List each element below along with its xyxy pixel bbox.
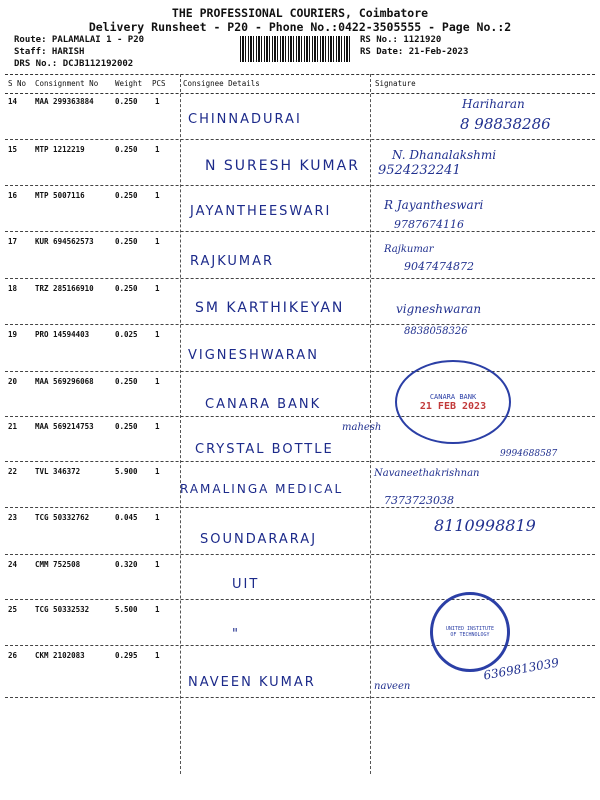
hw-signature: Navaneethakrishnan [374,468,480,479]
weight-value: 0.250 [115,145,138,154]
serial-number: 18 [8,284,18,293]
col-pcs: PCS [152,79,166,88]
pcs-value: 1 [155,605,160,614]
consignment-number: TCG 50332532 [35,605,90,614]
consignment-number: CKM 2102083 [35,651,85,660]
consignment-number: TCG 50332762 [35,513,90,522]
hw-consignee: VIGNESHWARAN [188,348,319,363]
weight-value: 0.250 [115,237,138,246]
hw-consignee: CHINNADURAI [188,112,302,127]
pcs-value: 1 [155,422,160,431]
weight-value: 0.025 [115,330,138,339]
col-sno: S No [8,79,27,88]
pcs-value: 1 [155,651,160,660]
serial-number: 26 [8,651,18,660]
pcs-value: 1 [155,467,160,476]
consignment-number: TRZ 285166910 [35,284,94,293]
consignment-number: MTP 1212219 [35,145,85,154]
hw-consignee: CRYSTAL BOTTLE [195,442,334,457]
hw-consignee: N SURESH KUMAR [205,158,360,174]
hw-consignee: CANARA BANK [205,397,322,412]
pcs-value: 1 [155,513,160,522]
col-weight: Weight [115,79,143,88]
hw-consignee: JAYANTHEESWARI [190,204,332,219]
rs-date: RS Date: 21-Feb-2023 [360,47,469,57]
weight-value: 0.250 [115,97,138,106]
table-row [5,555,595,600]
serial-number: 24 [8,560,18,569]
serial-number: 25 [8,605,18,614]
consignment-number: MAA 569296068 [35,377,94,386]
consignment-number: MAA 569214753 [35,422,94,431]
pcs-value: 1 [155,560,160,569]
hw-phone: 6369813039 [482,655,560,683]
serial-number: 16 [8,191,18,200]
company-title: THE PROFESSIONAL COURIERS, Coimbatore [171,6,429,20]
hw-signature: mahesh [342,422,382,433]
weight-value: 0.250 [115,284,138,293]
table-row [5,232,595,279]
pcs-value: 1 [155,284,160,293]
weight-value: 0.295 [115,651,138,660]
pcs-value: 1 [155,145,160,154]
hw-consignee: UIT [232,577,260,592]
hw-signature: vigneshwaran [396,302,482,316]
consignment-number: TVL 346372 [35,467,81,476]
weight-value: 0.250 [115,377,138,386]
serial-number: 21 [8,422,18,431]
hw-consignee: " [232,627,240,642]
canara-bank-stamp: CANARA BANK 21 FEB 2023 [395,360,511,444]
hw-consignee: SOUNDARARAJ [200,532,318,547]
serial-number: 19 [8,330,18,339]
hw-phone: 8838058326 [404,326,468,337]
row-separator [5,697,595,698]
col-signature: Signature [375,79,416,88]
consignment-number: KUR 694562573 [35,237,94,246]
hw-phone: 9994688587 [500,449,558,459]
weight-value: 0.320 [115,560,138,569]
hw-consignee: NAVEEN KUMAR [188,675,316,690]
pcs-value: 1 [155,191,160,200]
drs-label: DRS No.: DCJB112192002 [14,59,134,69]
hw-phone: 9524232241 [378,163,461,178]
weight-value: 0.045 [115,513,138,522]
pcs-value: 1 [155,97,160,106]
weight-value: 5.900 [115,467,138,476]
col-consignment: Consignment No [35,79,99,88]
hw-signature: Hariharan [462,97,525,111]
serial-number: 15 [8,145,18,154]
consignment-number: CMM 752508 [35,560,81,569]
consignment-number: MTP 5007116 [35,191,85,200]
hw-signature: Rajkumar [384,244,434,255]
col-consignee: Consignee Details [183,79,260,88]
rs-number: RS No.: 1121920 [360,35,442,45]
hw-signature: 8 98838286 [460,115,551,133]
serial-number: 23 [8,513,18,522]
serial-number: 22 [8,467,18,476]
hw-consignee: RAJKUMAR [190,254,275,269]
runsheet-subtitle: Delivery Runsheet - P20 - Phone No.:0422-3505555 - Page No.:2 [88,20,512,34]
consignment-number: MAA 299363884 [35,97,94,106]
hw-consignee: RAMALINGA MEDICAL [180,482,344,496]
pcs-value: 1 [155,237,160,246]
weight-value: 0.250 [115,422,138,431]
hw-signature: R Jayantheswari [384,198,484,212]
barcode [240,36,352,62]
hw-phone: 9047474872 [404,260,474,273]
weight-value: 0.250 [115,191,138,200]
uit-seal-stamp: UNITED INSTITUTE OF TECHNOLOGY [430,592,510,672]
pcs-value: 1 [155,330,160,339]
route-label: Route: PALAMALAI 1 - P20 [14,35,145,45]
hw-consignee: SM KARTHIKEYAN [195,300,345,316]
serial-number: 17 [8,237,18,246]
hw-phone: 7373723038 [384,494,454,507]
staff-label: Staff: HARISH [14,47,85,57]
hw-signature: N. Dhanalakshmi [392,148,497,162]
serial-number: 14 [8,97,18,106]
pcs-value: 1 [155,377,160,386]
hw-phone: 8110998819 [434,516,536,535]
weight-value: 5.500 [115,605,138,614]
consignment-number: PRO 14594403 [35,330,90,339]
serial-number: 20 [8,377,18,386]
hw-signature: naveen [374,681,411,692]
hw-phone: 9787674116 [394,218,464,231]
table-header [5,74,595,94]
